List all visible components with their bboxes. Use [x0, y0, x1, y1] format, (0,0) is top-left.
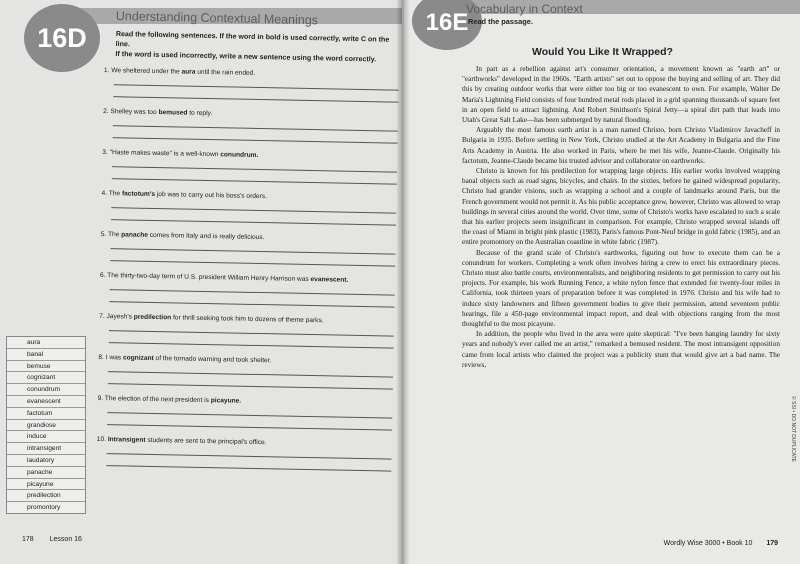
answer-line[interactable] — [107, 453, 392, 459]
answer-line[interactable] — [110, 248, 395, 254]
question-list — [96, 66, 399, 482]
section-title: Understanding Contextual Meanings — [115, 9, 319, 28]
word-list-item: induce — [7, 431, 85, 443]
question-text: 7. Jayesh's predilection for thrill seeking took him to dozens of theme parks. — [99, 312, 324, 325]
question-number: 4. — [101, 189, 108, 198]
word-list-item: aura — [7, 337, 85, 349]
book-label: Wordly Wise 3000 • Book 10 — [663, 540, 753, 547]
vocab-word: picayune. — [210, 397, 242, 405]
vocab-word: Intransigent — [107, 436, 146, 444]
word-list-item: panache — [7, 467, 85, 479]
vocab-word: cognizant — [122, 354, 154, 363]
vocab-word: panache — [121, 231, 149, 239]
page-number: 178 — [22, 536, 34, 543]
word-list-item: bemuse — [7, 361, 85, 373]
answer-line[interactable] — [110, 260, 395, 266]
answer-line[interactable] — [106, 465, 391, 471]
question-text: 2. Shelley was too bemused to reply. — [103, 107, 213, 118]
vocab-word: bemused — [158, 109, 188, 117]
question-number: 3. — [102, 148, 108, 157]
answer-line[interactable] — [112, 166, 397, 172]
word-list-item: predilection — [7, 490, 85, 502]
answer-line[interactable] — [111, 219, 396, 225]
vocab-word: factotum's — [121, 190, 156, 199]
answer-line[interactable] — [109, 301, 394, 307]
word-list-item: intransigent — [7, 443, 85, 455]
question-item — [98, 312, 394, 362]
question-text: 9. The election of the next president is picayune. — [97, 394, 242, 405]
passage-paragraph: Arguably the most famous earth artist is a man named Christo, born Christo Vladimirov Javacheff in Bulgaria in 1935. Before settling in New York, Christo studied at the Art Academy in Bulgaria and the Fine Arts Academy in Austria. He also worked in Paris, where he met his wife, Jeanne-Claude. Originally his factotum, Jeanne-Claude became his trusted advisor and collaborator on earthworks. — [462, 126, 780, 165]
answer-line[interactable] — [114, 84, 399, 90]
word-list-item: cognizant — [7, 372, 85, 384]
instructions: Read the passage. — [468, 17, 533, 26]
answer-line[interactable] — [108, 383, 393, 389]
word-list-item: laudatory — [7, 455, 85, 467]
lesson-badge: 16D — [24, 4, 100, 72]
passage-paragraph: In part as a rebellion against art's consumer orientation, a movement known as "earth art" or "earthworks" developed in the 1960s. "Earth artists" set out to oppose the buying and selling of art. They did this by creating outdoor works that were either too big or too evanescent to own. For example, Walter De Maria's Lightning Field consists of four hundred metal rods placed in a grid spanning thousands of square feet in an open field to attract lightning. And Robert Smithson's Spiral Jetty—a spiral dirt path that leads into Utah's Great Salt Lake—has been submerged by natural flooding. — [462, 65, 780, 125]
passage-paragraph: In addition, the people who lived in the area were quite skeptical: "I've been hanging laundry for sixty years and nobody's ever called me an artist," remarked a bemused resident. The most intransigent opposition came from local artists who claimed the project was a publicity stunt that would give art a bad name. The reviews, — [462, 330, 780, 369]
question-number: 2. — [103, 107, 109, 116]
question-text: 3. "Haste makes waste" is a well-known conundrum. — [102, 148, 259, 159]
word-list-item: conundrum — [7, 384, 85, 396]
section-title: Vocabulary in Context — [466, 2, 583, 16]
page-number: 179 — [766, 540, 778, 547]
question-text: 1. We sheltered under the aura until the rain ended. — [103, 66, 256, 77]
lesson-label: Lesson 16 — [49, 536, 82, 543]
answer-line[interactable] — [109, 330, 394, 336]
question-text: 8. I was cognizant of the tornado warning and took shelter. — [98, 353, 272, 365]
question-number: 7. — [99, 312, 105, 321]
answer-line[interactable] — [107, 424, 392, 430]
question-number: 6. — [99, 271, 106, 280]
question-number: 1. — [103, 66, 110, 75]
answer-line[interactable] — [111, 207, 396, 213]
question-number: 10. — [96, 435, 107, 444]
lesson-badge: 16E — [412, 0, 482, 50]
book-gutter — [396, 0, 410, 564]
vocab-word: aura — [181, 68, 196, 76]
answer-line[interactable] — [112, 178, 397, 184]
copyright-notice: © SSI • DO NOT DUPLICATE — [790, 395, 796, 462]
word-list-item: banal — [7, 349, 85, 361]
vocab-word: evanescent. — [310, 276, 349, 284]
word-list-item: grandiose — [7, 420, 85, 432]
question-text: 10. Intransigent students are sent to the principal's office. — [96, 435, 267, 447]
question-item — [103, 66, 399, 116]
passage-body — [462, 64, 780, 370]
question-item — [96, 435, 392, 482]
word-list-box — [6, 336, 86, 514]
answer-line[interactable] — [113, 137, 398, 143]
right-page — [402, 0, 800, 564]
answer-line[interactable] — [107, 412, 392, 418]
instructions: Read the following sentences. If the word in bold is used correctly, write C on the line. If the word is used incorrectly, write a new sentence using the word correctly. — [115, 29, 390, 64]
answer-line[interactable] — [110, 289, 395, 295]
question-number: 5. — [100, 230, 107, 239]
left-footer — [22, 536, 82, 543]
passage-paragraph: Because of the grand scale of Christo's earthworks, figuring out how to execute them can be a conundrum for workers. Completing a work often involves hiring a crew to erect his extraordinary pieces. Christo must also battle courts, environmentalists, and neighboring residents to get permission to carry out his projects. For example, his work Running Fence, a white nylon fence that extended for twenty-four miles in California, took thirteen years of preparation before it was completed in 1976. Christo and his wife had to induce sixty landowners and fifteen government bodies to give their permission, attend seventeen public hearings, file a 450-page environmental impact report, and deal with objections ranging from the most thoughtful to the most picayune. — [462, 248, 780, 329]
vocab-word: conundrum. — [220, 151, 259, 159]
question-text: 6. The thirty-two-day term of U.S. president William Henry Harrison was evanescent. — [99, 271, 349, 284]
answer-line[interactable] — [108, 371, 393, 377]
question-number: 8. — [98, 353, 104, 362]
word-list-item: picayune — [7, 479, 85, 491]
answer-line[interactable] — [109, 342, 394, 348]
passage-title: Would You Like It Wrapped? — [532, 46, 673, 58]
question-number: 9. — [97, 394, 104, 403]
question-text: 4. The factotum's job was to carry out his boss's orders. — [101, 189, 268, 201]
vocab-word: predilection — [133, 313, 172, 322]
answer-line[interactable] — [113, 96, 398, 102]
right-footer — [664, 540, 778, 547]
word-list-item: evanescent — [7, 396, 85, 408]
word-list-item: promontory — [27, 504, 61, 512]
word-list-item: factotum — [7, 408, 85, 420]
passage-paragraph: Christo is known for his predilection for wrapping large objects. His earlier works involved wrapping banal objects such as road signs, bicycles, and chairs. In the sixties, before he gained widespread popularity, Christo had grander visions, such as wrapping a school and a couple of landmarks around Paris, but the French government would not permit it. As his public acceptance grew, however, Christo was allowed to wrap buildings in several cities around the world. Over time, some of Christo's works have escalated to such a scale that his earlier projects seem insignificant in comparison. For example, Christo wrapped several islands off the coast of Miami in bright pink plastic (1983), Paris's famous Pont-Neuf bridge in gold fabric (1985), and an entire promontory on the Australian coastline in white fabric (1987). — [462, 167, 780, 247]
question-text: 5. The panache comes from Italy and is really delicious. — [100, 230, 265, 242]
answer-line[interactable] — [113, 125, 398, 131]
